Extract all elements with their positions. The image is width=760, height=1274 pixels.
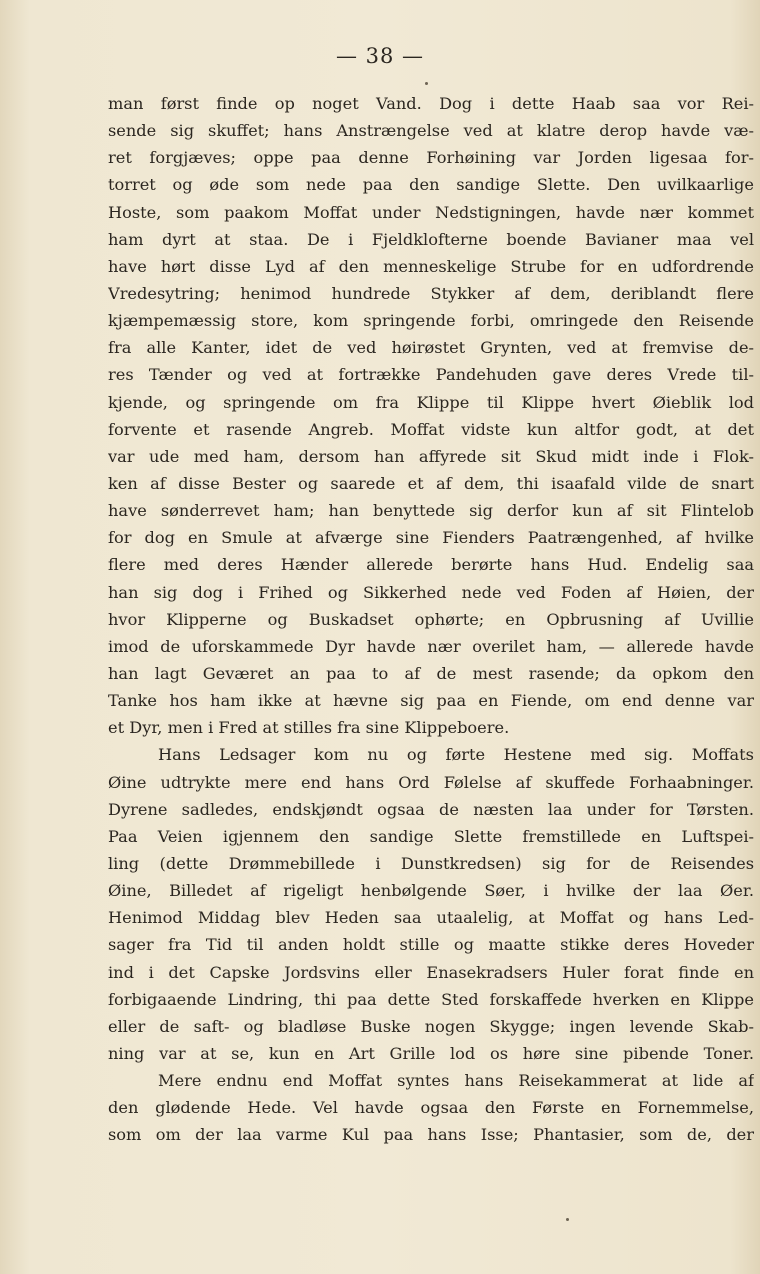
text-line: han sig dog i Frihed og Sikkerhed nede ved Foden af Høien, der bbox=[108, 582, 754, 602]
text-line: Dyrene sadledes, endskjøndt ogsaa de næsten laa under for Tørsten. bbox=[108, 799, 754, 819]
text-line: ind i det Capske Jordsvins eller Enasekradsers Huler forat finde en bbox=[108, 962, 754, 982]
text-line: man først finde op noget Vand. Dog i dette Haab saa vor Rei- bbox=[108, 94, 754, 113]
text-line: ham dyrt at staa. De i Fjeldklofterne boende Bavianer maa vel bbox=[108, 229, 754, 249]
text-line: Hoste, som paakom Moffat under Nedstigningen, havde nær kommet bbox=[108, 202, 754, 222]
text-line: Øine udtrykte mere end hans Ord Følelse af skuffede Forhaabninger. bbox=[108, 772, 754, 792]
text-line: et Dyr, men i Fred at stilles fra sine Klippeboere. bbox=[108, 718, 510, 738]
text-line: imod de uforskammede Dyr havde nær overilet ham, — allerede havde bbox=[108, 636, 754, 656]
text-line: som om der laa varme Kul paa hans Isse; Phantasier, som de, der bbox=[108, 1125, 754, 1145]
text-line: sager fra Tid til anden holdt stille og maatte stikke deres Hoveder bbox=[108, 935, 754, 955]
text-line: Paa Veien igjennem den sandige Slette fremstillede en Luftspei- bbox=[108, 826, 754, 846]
text-line: have sønderrevet ham; han benyttede sig derfor kun af sit Flintelob bbox=[108, 501, 754, 521]
text-line: torret og øde som nede paa den sandige Slette. Den uvilkaarlige bbox=[108, 175, 754, 195]
text-line: forbigaaende Lindring, thi paa dette Sted forskaffede hverken en Klippe bbox=[108, 989, 754, 1009]
text-line: res Tænder og ved at fortrække Pandehuden gave deres Vrede til- bbox=[108, 365, 754, 385]
text-line: var ude med ham, dersom han affyrede sit Skud midt inde i Flok- bbox=[108, 446, 754, 466]
text-line: Tanke hos ham ikke at hævne sig paa en Fiende, om end denne var bbox=[108, 691, 754, 711]
text-line: kjæmpemæssig store, kom springende forbi, omringede den Reisende bbox=[108, 311, 754, 331]
body-text bbox=[108, 90, 754, 1148]
text-line: han lagt Geværet an paa to af de mest rasende; da opkom den bbox=[108, 663, 754, 683]
text-line: hvor Klipperne og Buskadset ophørte; en Opbrusning af Uvillie bbox=[108, 609, 754, 629]
text-line: ning var at se, kun en Art Grille lod os høre sine pibende Toner. bbox=[108, 1043, 754, 1063]
text-line: Øine, Billedet af rigeligt henbølgende Søer, i hvilke der laa Øer. bbox=[108, 881, 754, 901]
paper-speck bbox=[425, 82, 428, 85]
text-line: have hørt disse Lyd af den menneskelige Strube for en udfordrende bbox=[108, 256, 754, 276]
paragraph-1 bbox=[108, 90, 754, 741]
text-line: Mere endnu end Moffat syntes hans Reisekammerat at lide af bbox=[158, 1071, 754, 1091]
text-line: ret forgjæves; oppe paa denne Forhøining var Jorden ligesaa for- bbox=[108, 148, 754, 168]
paragraph-2 bbox=[108, 741, 754, 1067]
text-line: Henimod Middag blev Heden saa utaalelig, at Moffat og hans Led- bbox=[108, 908, 754, 928]
text-line: Vredesytring; henimod hundrede Stykker af dem, deriblandt flere bbox=[108, 283, 754, 303]
text-line: forvente et rasende Angreb. Moffat vidste kun altfor godt, at det bbox=[108, 419, 754, 439]
text-line: for dog en Smule at afværge sine Fienders Paatrængenhed, af hvilke bbox=[108, 528, 754, 548]
text-line: ling (dette Drømmebillede i Dunstkredsen) sig for de Reisendes bbox=[108, 853, 754, 873]
text-line: Hans Ledsager kom nu og førte Hestene med sig. Moffats bbox=[158, 745, 754, 765]
page-number: — 38 — bbox=[335, 44, 425, 68]
text-line: ken af disse Bester og saarede et af dem, thi isaafald vilde de snart bbox=[108, 473, 754, 493]
text-line: flere med deres Hænder allerede berørte hans Hud. Endelig saa bbox=[108, 555, 754, 575]
paper-speck bbox=[566, 1218, 569, 1221]
text-line: eller de saft- og bladløse Buske nogen Skygge; ingen levende Skab- bbox=[108, 1016, 754, 1036]
text-line: fra alle Kanter, idet de ved høirøstet Grynten, ved at fremvise de- bbox=[108, 338, 754, 358]
paragraph-3 bbox=[108, 1067, 754, 1148]
text-line: den glødende Hede. Vel havde ogsaa den Første en Fornemmelse, bbox=[108, 1098, 754, 1118]
text-line: sende sig skuffet; hans Anstrængelse ved at klatre derop havde væ- bbox=[108, 121, 754, 141]
text-line: kjende, og springende om fra Klippe til Klippe hvert Øieblik lod bbox=[108, 392, 754, 412]
